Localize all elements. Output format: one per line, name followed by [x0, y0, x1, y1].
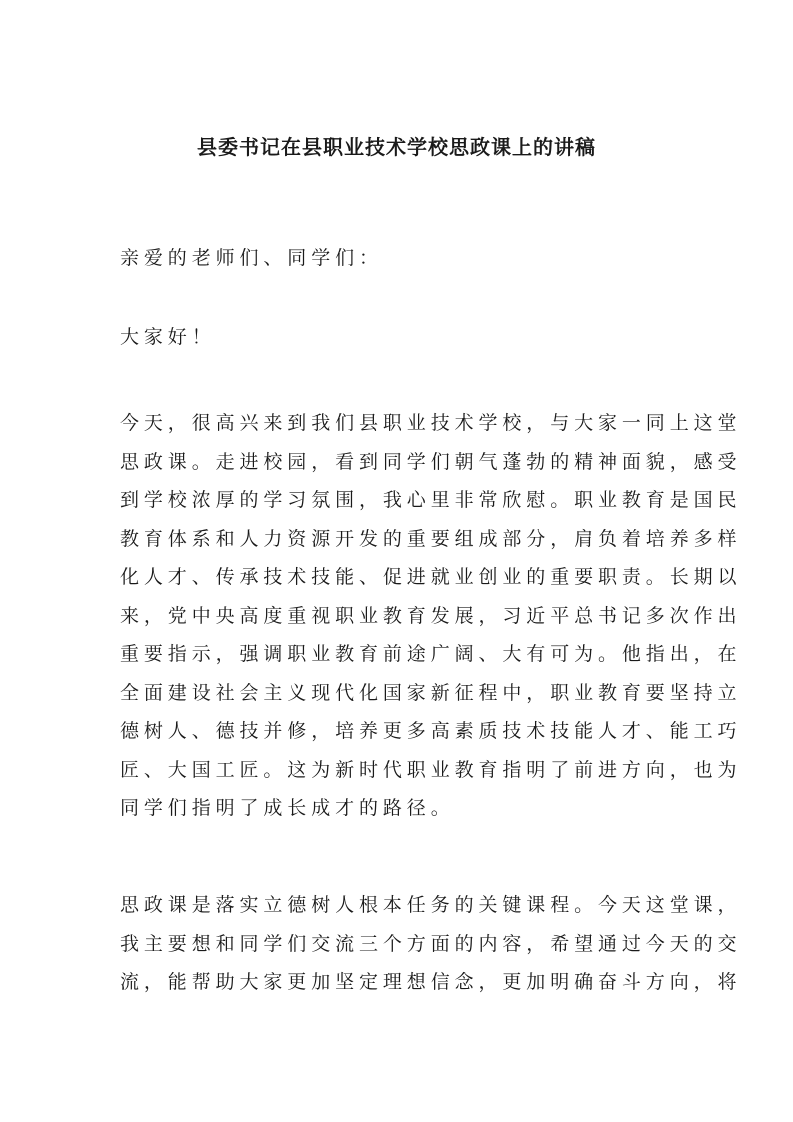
paragraph-line: 全面建设社会主义现代化国家新征程中，职业教育要坚持立: [120, 681, 742, 704]
greeting: 大家好！: [120, 326, 216, 348]
paragraph-line: 德树人、德技并修，培养更多高素质技术技能人才、能工巧: [120, 720, 742, 742]
salutation: 亲爱的老师们、同学们：: [120, 247, 383, 269]
paragraph-line: 同学们指明了成长成才的路径。: [120, 797, 455, 819]
paragraph-line: 流，能帮助大家更加坚定理想信念，更加明确奋斗方向，将: [120, 971, 742, 993]
paragraph-line: 来，党中央高度重视职业教育发展，习近平总书记多次作出: [120, 604, 742, 627]
paragraph-line: 我主要想和同学们交流三个方面的内容，希望通过今天的交: [120, 932, 742, 955]
paragraph-line: 思政课是落实立德树人根本任务的关键课程。今天这堂课，: [120, 894, 742, 916]
paragraph-line: 思政课。走进校园，看到同学们朝气蓬勃的精神面貌，感受: [120, 450, 742, 473]
paragraph-line: 今天，很高兴来到我们县职业技术学校，与大家一同上这堂: [120, 412, 742, 434]
document-title: 县委书记在县职业技术学校思政课上的讲稿: [197, 135, 596, 159]
paragraph-line: 匠、大国工匠。这为新时代职业教育指明了前进方向，也为: [120, 758, 742, 781]
paragraph-line: 重要指示，强调职业教育前途广阔、大有可为。他指出，在: [120, 643, 742, 665]
paragraph-line: 到学校浓厚的学习氛围，我心里非常欣慰。职业教育是国民: [120, 489, 742, 511]
paragraph-line: 教育体系和人力资源开发的重要组成部分，肩负着培养多样: [120, 527, 742, 550]
paragraph-line: 化人才、传承技术技能、促进就业创业的重要职责。长期以: [120, 566, 742, 588]
